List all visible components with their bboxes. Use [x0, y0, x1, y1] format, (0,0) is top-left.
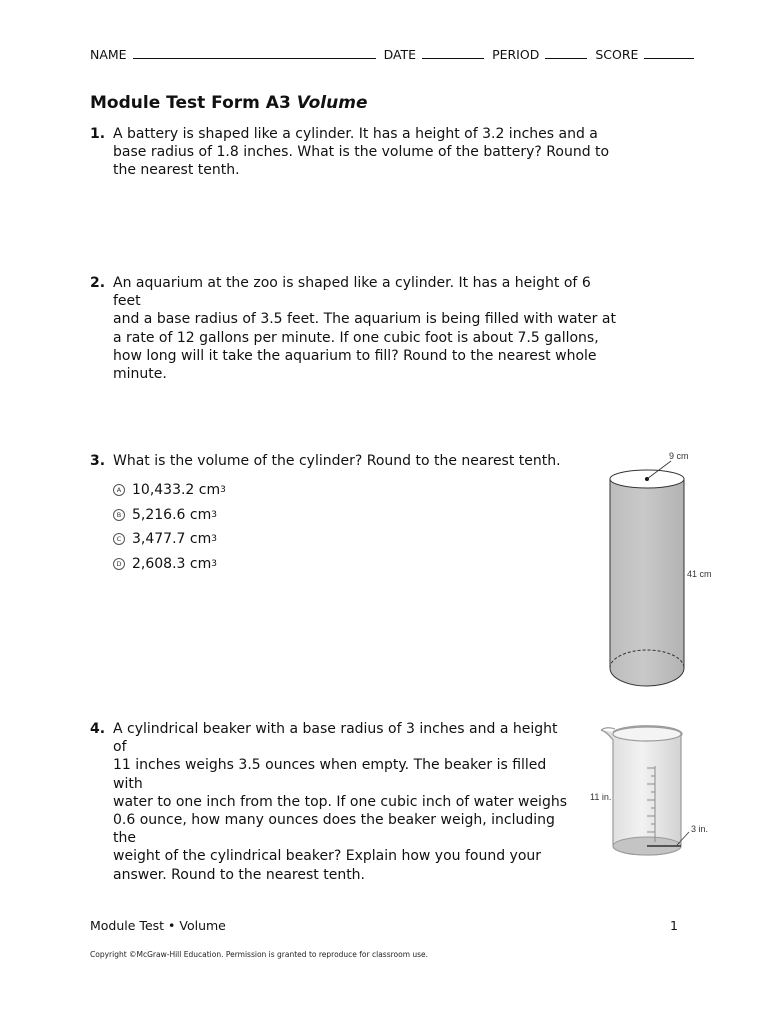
- page-title: [90, 93, 367, 113]
- question-line: and a base radius of 3.5 feet. The aquarium is being filled with water at: [113, 311, 616, 328]
- period-label: PERIOD: [492, 47, 540, 62]
- answer-choices: [113, 478, 226, 576]
- cylinder-figure: [595, 445, 720, 695]
- title-main: Module Test Form A3: [90, 93, 297, 113]
- beaker-figure: [585, 718, 720, 863]
- choice-c[interactable]: [113, 527, 226, 552]
- choice-value: 10,433.2 cm: [132, 482, 221, 499]
- question-text: [113, 274, 620, 383]
- choice-b[interactable]: [113, 503, 226, 528]
- radius-label: 9 cm: [669, 451, 689, 461]
- question-line: the nearest tenth.: [113, 162, 240, 179]
- choice-bubble[interactable]: A: [113, 484, 125, 496]
- choice-d[interactable]: [113, 552, 226, 577]
- copyright-notice: Copyright ©McGraw-Hill Education. Permission is granted to reproduce for classroom use.: [90, 950, 429, 959]
- student-info-header: [90, 46, 698, 62]
- choice-a[interactable]: [113, 478, 226, 503]
- question-line: base radius of 1.8 inches. What is the volume of the battery? Round to: [113, 144, 610, 161]
- name-blank[interactable]: [133, 46, 376, 59]
- question-line: how long will it take the aquarium to fill? Round to the nearest whole: [113, 347, 597, 364]
- choice-bubble[interactable]: B: [113, 509, 125, 521]
- height-label: 11 in.: [590, 792, 612, 802]
- date-label: DATE: [383, 47, 417, 62]
- choice-bubble[interactable]: C: [113, 533, 125, 545]
- question-line: a rate of 12 gallons per minute. If one cubic foot is about 7.5 gallons,: [113, 329, 599, 346]
- beaker-rim: [613, 727, 681, 741]
- question-4: [90, 720, 570, 883]
- beaker-body: [601, 726, 682, 855]
- question-line: A battery is shaped like a cylinder. It has a height of 3.2 inches and a: [113, 126, 598, 142]
- question-line: An aquarium at the zoo is shaped like a cylinder. It has a height of 6 feet: [113, 275, 591, 310]
- question-number: 1.: [90, 126, 106, 142]
- question-number: 2.: [90, 275, 106, 291]
- question-line: What is the volume of the cylinder? Round to the nearest tenth.: [113, 453, 561, 469]
- name-label: NAME: [90, 47, 127, 62]
- question-1: [90, 125, 610, 185]
- question-text: [113, 720, 570, 884]
- question-text: [113, 452, 561, 470]
- period-blank[interactable]: [545, 46, 587, 59]
- height-label: 41 cm: [687, 569, 712, 579]
- question-number: 3.: [90, 453, 106, 469]
- question-line: water to one inch from the top. If one cubic inch of water weighs: [113, 793, 568, 810]
- choice-exponent: 3: [211, 534, 217, 545]
- question-line: minute.: [113, 366, 167, 383]
- score-label: SCORE: [595, 47, 639, 62]
- question-line: weight of the cylindrical beaker? Explain how you found your: [113, 848, 542, 865]
- question-3: [90, 452, 570, 472]
- question-line: answer. Round to the nearest tenth.: [113, 866, 366, 883]
- choice-exponent: 3: [211, 558, 217, 569]
- question-line: A cylindrical beaker with a base radius of 3 inches and a height of: [113, 721, 558, 756]
- question-number: 4.: [90, 721, 106, 737]
- choice-value: 5,216.6 cm: [132, 506, 212, 523]
- question-line: 11 inches weighs 3.5 ounces when empty. The beaker is filled with: [113, 757, 547, 792]
- question-2: [90, 274, 620, 383]
- question-line: 0.6 ounce, how many ounces does the beaker weigh, including the: [113, 812, 555, 847]
- choice-exponent: 3: [220, 485, 226, 496]
- beaker-spout: [601, 728, 615, 730]
- footer-module-title: Module Test • Volume: [90, 918, 226, 933]
- date-blank[interactable]: [422, 46, 484, 59]
- page-number: 1: [670, 918, 678, 933]
- choice-bubble[interactable]: D: [113, 558, 125, 570]
- question-text: [113, 125, 609, 180]
- choice-value: 3,477.7 cm: [132, 531, 212, 548]
- choice-value: 2,608.3 cm: [132, 555, 212, 572]
- radius-label: 3 in.: [691, 824, 709, 834]
- choice-exponent: 3: [211, 509, 217, 520]
- score-blank[interactable]: [644, 46, 694, 59]
- title-italic: Volume: [296, 93, 368, 113]
